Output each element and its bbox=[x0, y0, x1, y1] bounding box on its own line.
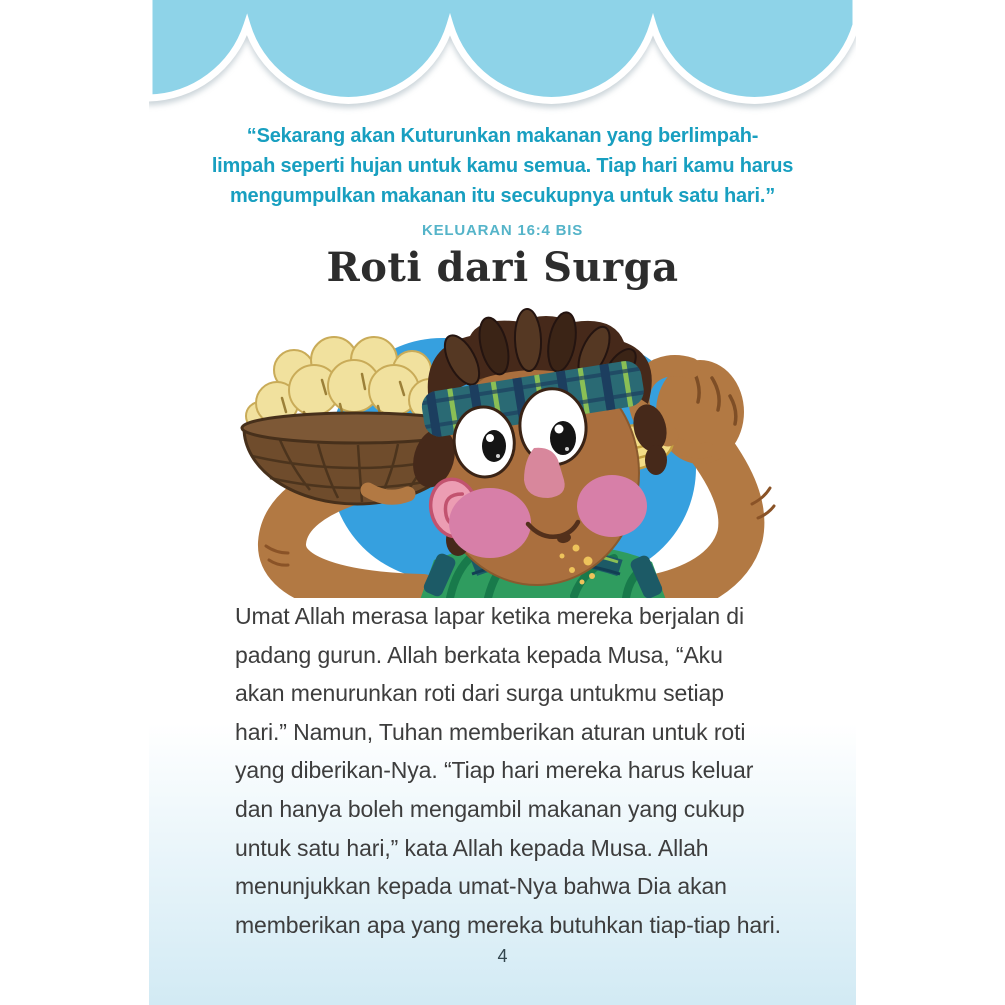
body-line: menunjukkan kepada umat-Nya bahwa Dia akan bbox=[235, 873, 727, 900]
scripture-reference: KELUARAN 16:4 BIS bbox=[421, 222, 584, 239]
scallop-shape bbox=[149, 0, 856, 100]
body-line: akan menurunkan roti dari surga untukmu setiap bbox=[235, 680, 724, 707]
right-cheek bbox=[577, 475, 647, 537]
page-number: 4 bbox=[497, 946, 508, 966]
body-line: untuk satu hari,” kata Allah kepada Musa. Allah bbox=[235, 834, 709, 861]
body-line: Umat Allah merasa lapar ketika mereka berjalan di bbox=[235, 603, 745, 629]
story-paragraph bbox=[235, 597, 822, 944]
quote-line: limpah seperti hujan untuk kamu semua. Tiap hari kamu harus bbox=[211, 155, 794, 177]
body-line: dan hanya boleh mengambil makanan yang cukup bbox=[235, 795, 745, 822]
body-line: padang gurun. Allah berkata kepada Musa, “Aku bbox=[235, 641, 723, 668]
left-cheek bbox=[449, 488, 531, 558]
body-line: hari.” Namun, Tuhan memberikan aturan untuk roti bbox=[235, 718, 746, 745]
quote-line: mengumpulkan makanan itu secukupnya untuk satu hari.” bbox=[229, 185, 776, 207]
scripture-quote bbox=[157, 121, 848, 246]
book-page bbox=[149, 0, 856, 1005]
body-line: yang diberikan-Nya. “Tiap hari mereka harus keluar bbox=[235, 757, 754, 784]
boy-with-manna-illustration bbox=[222, 308, 782, 598]
page-title: Roti dari Surga bbox=[326, 244, 679, 291]
body-line: memberikan apa yang mereka butuhkan tiap-tiap hari. bbox=[235, 911, 781, 938]
quote-line: “Sekarang akan Kuturunkan makanan yang berlimpah- bbox=[246, 125, 759, 147]
